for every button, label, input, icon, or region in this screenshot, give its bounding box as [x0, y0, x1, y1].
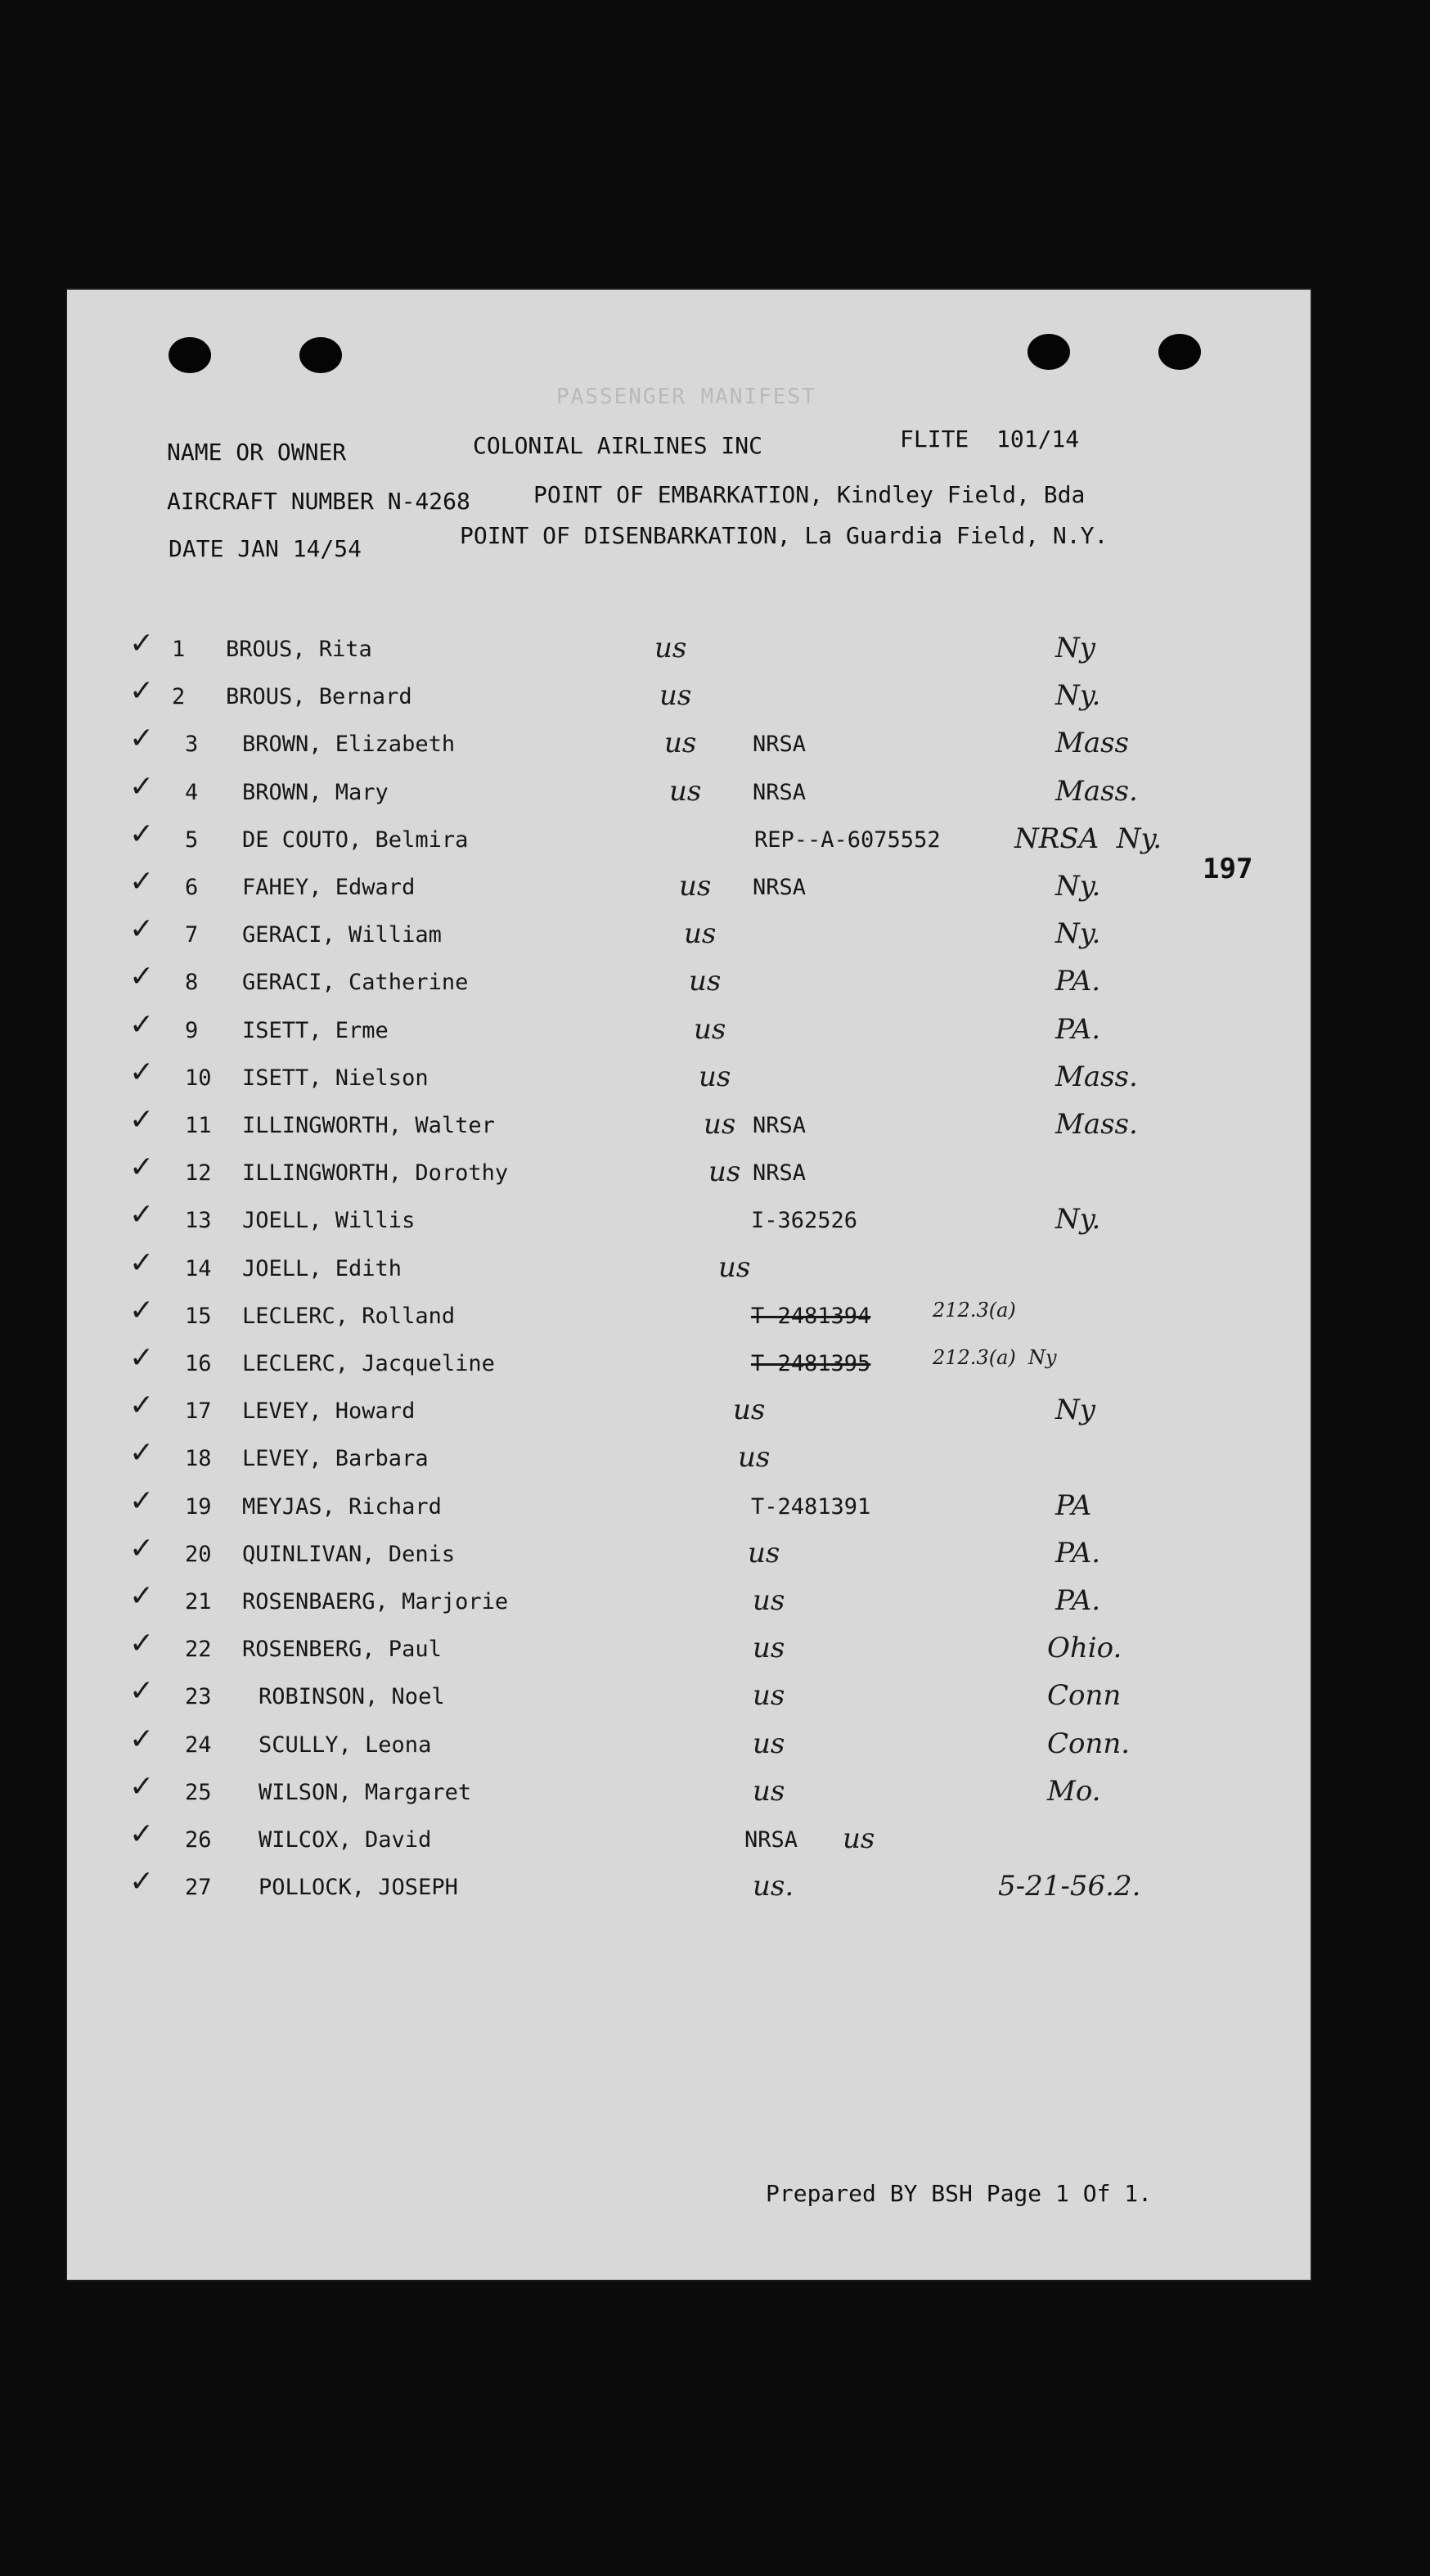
aircraft-number: AIRCRAFT NUMBER N-4268 — [167, 488, 470, 515]
document-number: NRSA — [753, 779, 807, 805]
destination-mark: Mo. — [1047, 1774, 1101, 1808]
passenger-number: 12 — [185, 1160, 212, 1187]
destination-mark: PA. — [1055, 1584, 1101, 1617]
destination-mark: Ny — [1055, 632, 1095, 664]
passenger-number: 25 — [185, 1779, 212, 1805]
passenger-name: ILLINGWORTH, Dorothy — [242, 1160, 509, 1187]
document-number: T-2481391 — [751, 1493, 871, 1520]
passenger-row — [65, 1245, 1312, 1297]
destination-mark: Ohio. — [1047, 1632, 1122, 1665]
citizenship-mark: us — [753, 1632, 785, 1665]
passenger-name: WILSON, Margaret — [259, 1779, 472, 1805]
passenger-name: ILLINGWORTH, Walter — [242, 1113, 495, 1138]
document-number: T-2481394 — [751, 1303, 871, 1329]
passenger-name: BROWN, Elizabeth — [242, 732, 456, 758]
passenger-row — [65, 1055, 1312, 1106]
passenger-row — [65, 912, 1312, 963]
passenger-row — [65, 1722, 1312, 1773]
checkmark-icon: ✓ — [129, 1484, 155, 1518]
checkmark-icon: ✓ — [129, 960, 155, 994]
checkmark-icon: ✓ — [129, 1531, 155, 1565]
document-number: REP--A-6075552 — [754, 826, 941, 853]
manifest-sheet — [65, 288, 1312, 2281]
destination-mark: Mass — [1055, 727, 1129, 760]
passenger-number: 23 — [185, 1684, 212, 1710]
passenger-name: QUINLIVAN, Denis — [242, 1541, 456, 1567]
passenger-row — [65, 1341, 1312, 1392]
passenger-row — [65, 960, 1312, 1011]
passenger-name: LECLERC, Rolland — [242, 1303, 456, 1329]
checkmark-icon: ✓ — [129, 817, 155, 851]
passenger-row — [65, 1865, 1312, 1916]
passenger-row — [65, 1817, 1312, 1868]
passenger-number: 26 — [185, 1827, 212, 1853]
disembarkation-point: POINT OF DISENBARKATION, La Guardia Field, N.Y. — [460, 522, 1108, 549]
citizenship-mark: us — [733, 1394, 766, 1427]
embarkation-point: POINT OF EMBARKATION, Kindley Field, Bda — [533, 481, 1086, 508]
passenger-row — [65, 627, 1312, 678]
destination-mark: 212.3(a) — [933, 1298, 1016, 1322]
passenger-name: ISETT, Erme — [242, 1017, 389, 1043]
name-owner-label: NAME OR OWNER — [167, 439, 347, 466]
passenger-number: 9 — [185, 1017, 199, 1043]
checkmark-icon: ✓ — [129, 1769, 155, 1804]
destination-mark: Ny. — [1055, 679, 1101, 713]
document-number: NRSA — [753, 875, 807, 900]
passenger-number: 3 — [185, 732, 199, 758]
checkmark-icon: ✓ — [129, 722, 155, 756]
destination-mark: NRSA Ny. — [1014, 822, 1162, 855]
passenger-row — [65, 1627, 1312, 1678]
document-number: NRSA — [753, 1160, 807, 1187]
punch-hole — [299, 337, 342, 373]
citizenship-mark: us — [694, 1012, 726, 1046]
passenger-name: BROUS, Bernard — [226, 684, 412, 710]
citizenship-mark: us — [753, 1774, 785, 1808]
destination-mark: Ny. — [1055, 870, 1101, 903]
passenger-number: 15 — [185, 1303, 212, 1329]
passenger-row — [65, 1198, 1312, 1249]
page-annotation: 197 — [1203, 853, 1253, 885]
checkmark-icon: ✓ — [129, 1674, 155, 1709]
checkmark-icon: ✓ — [129, 1198, 155, 1232]
document-number: NRSA — [753, 732, 807, 758]
passenger-name: ROSENBERG, Paul — [242, 1637, 442, 1663]
passenger-number: 13 — [185, 1208, 212, 1234]
citizenship-mark: us. — [753, 1870, 794, 1903]
checkmark-icon: ✓ — [129, 674, 155, 709]
passenger-number: 1 — [172, 637, 186, 662]
destination-mark: Mass. — [1055, 1060, 1138, 1093]
passenger-row — [65, 674, 1312, 725]
passenger-name: FAHEY, Edward — [242, 875, 416, 900]
destination-mark: Conn. — [1047, 1727, 1131, 1760]
destination-mark: Ny. — [1055, 917, 1101, 951]
checkmark-icon: ✓ — [129, 1341, 155, 1375]
checkmark-icon: ✓ — [129, 1627, 155, 1661]
passenger-number: 11 — [185, 1113, 212, 1138]
checkmark-icon: ✓ — [129, 769, 155, 804]
passenger-name: LECLERC, Jacqueline — [242, 1351, 495, 1376]
passenger-name: ROBINSON, Noel — [259, 1684, 445, 1710]
passenger-row — [65, 722, 1312, 772]
checkmark-icon: ✓ — [129, 1436, 155, 1470]
citizenship-mark: us — [679, 870, 712, 903]
destination-mark: PA. — [1055, 965, 1101, 998]
checkmark-icon: ✓ — [129, 1579, 155, 1613]
citizenship-mark: us — [753, 1679, 785, 1713]
manifest-date: DATE JAN 14/54 — [169, 535, 362, 562]
passenger-row — [65, 1484, 1312, 1535]
passenger-row — [65, 1293, 1312, 1344]
passenger-row — [65, 1103, 1312, 1154]
passenger-number: 20 — [185, 1541, 212, 1567]
passenger-name: JOELL, Edith — [242, 1255, 402, 1281]
passenger-number: 7 — [185, 922, 199, 948]
citizenship-mark: us — [843, 1822, 875, 1855]
passenger-name: POLLOCK, JOSEPH — [259, 1875, 458, 1901]
prepared-by-footer: Prepared BY BSH Page 1 Of 1. — [766, 2180, 1153, 2207]
passenger-name: ISETT, Nielson — [242, 1065, 429, 1091]
citizenship-mark: us — [718, 1250, 751, 1284]
checkmark-icon: ✓ — [129, 1722, 155, 1756]
passenger-number: 19 — [185, 1493, 212, 1520]
passenger-row — [65, 1674, 1312, 1725]
passenger-number: 8 — [185, 970, 199, 996]
destination-mark: Ny. — [1055, 1203, 1101, 1236]
passenger-name: BROWN, Mary — [242, 779, 389, 805]
punch-hole — [1158, 334, 1201, 370]
checkmark-icon: ✓ — [129, 1389, 155, 1423]
document-number: NRSA — [744, 1827, 798, 1853]
passenger-number: 14 — [185, 1255, 212, 1281]
passenger-number: 4 — [185, 779, 199, 805]
passenger-name: LEVEY, Barbara — [242, 1446, 429, 1472]
checkmark-icon: ✓ — [129, 1055, 155, 1089]
passenger-row — [65, 1769, 1312, 1821]
destination-mark: Conn — [1047, 1679, 1122, 1713]
passenger-name: WILCOX, David — [259, 1827, 432, 1853]
passenger-name: LEVEY, Howard — [242, 1398, 416, 1425]
destination-mark: PA. — [1055, 1012, 1101, 1046]
passenger-row — [65, 1579, 1312, 1630]
citizenship-mark: us — [704, 1108, 736, 1141]
passenger-number: 5 — [185, 826, 199, 853]
checkmark-icon: ✓ — [129, 1865, 155, 1899]
passenger-number: 10 — [185, 1065, 212, 1091]
passenger-row — [65, 1531, 1312, 1583]
citizenship-mark: us — [699, 1060, 731, 1093]
checkmark-icon: ✓ — [129, 865, 155, 898]
citizenship-mark: us — [689, 965, 722, 998]
passenger-row — [65, 1007, 1312, 1059]
passenger-number: 24 — [185, 1732, 212, 1758]
checkmark-icon: ✓ — [129, 912, 155, 947]
checkmark-icon: ✓ — [129, 1245, 155, 1280]
passenger-name: DE COUTO, Belmira — [242, 826, 469, 853]
passenger-number: 16 — [185, 1351, 212, 1376]
passenger-name: ROSENBAERG, Marjorie — [242, 1589, 509, 1615]
citizenship-mark: us — [753, 1584, 785, 1617]
citizenship-mark: us — [748, 1536, 780, 1569]
passenger-row — [65, 1389, 1312, 1439]
passenger-name: BROUS, Rita — [226, 637, 372, 662]
citizenship-mark: us — [669, 774, 702, 808]
citizenship-mark: us — [659, 679, 692, 713]
destination-mark: PA. — [1055, 1536, 1101, 1569]
faint-title: PASSENGER MANIFEST — [556, 385, 816, 409]
passenger-number: 21 — [185, 1589, 212, 1615]
checkmark-icon: ✓ — [129, 1293, 155, 1327]
destination-mark: Mass. — [1055, 774, 1138, 808]
citizenship-mark: us — [738, 1441, 771, 1475]
checkmark-icon: ✓ — [129, 1151, 155, 1185]
passenger-number: 22 — [185, 1637, 212, 1663]
citizenship-mark: us — [753, 1727, 785, 1760]
destination-mark: 212.3(a) Ny — [933, 1346, 1057, 1369]
destination-mark: 5-21-56.2. — [998, 1870, 1141, 1903]
passenger-number: 2 — [172, 684, 186, 710]
passenger-row — [65, 1436, 1312, 1487]
destination-mark: Mass. — [1055, 1108, 1138, 1141]
passenger-name: JOELL, Willis — [242, 1208, 416, 1234]
punch-hole — [169, 337, 211, 373]
checkmark-icon: ✓ — [129, 1007, 155, 1042]
passenger-number: 17 — [185, 1398, 212, 1425]
passenger-name: MEYJAS, Richard — [242, 1493, 442, 1520]
document-number: I-362526 — [751, 1208, 858, 1234]
destination-mark: Ny — [1055, 1394, 1095, 1427]
owner-name: COLONIAL AIRLINES INC — [473, 432, 763, 459]
checkmark-icon: ✓ — [129, 1817, 155, 1851]
passenger-name: GERACI, Catherine — [242, 970, 469, 996]
checkmark-icon: ✓ — [129, 627, 155, 660]
document-number: T-2481395 — [751, 1351, 871, 1376]
citizenship-mark: us — [684, 917, 717, 951]
citizenship-mark: us — [664, 727, 697, 760]
passenger-number: 27 — [185, 1875, 212, 1901]
passenger-row — [65, 817, 1312, 868]
citizenship-mark: us — [654, 632, 687, 664]
passenger-name: GERACI, William — [242, 922, 442, 948]
passenger-row — [65, 1151, 1312, 1201]
passenger-row — [65, 769, 1312, 821]
passenger-number: 6 — [185, 875, 199, 900]
flight-number: FLITE 101/14 — [900, 426, 1080, 453]
checkmark-icon: ✓ — [129, 1103, 155, 1137]
punch-hole — [1028, 334, 1070, 370]
document-number: NRSA — [753, 1113, 807, 1138]
passenger-number: 18 — [185, 1446, 212, 1472]
passenger-name: SCULLY, Leona — [259, 1732, 432, 1758]
destination-mark: PA — [1055, 1488, 1092, 1522]
citizenship-mark: us — [708, 1155, 741, 1189]
